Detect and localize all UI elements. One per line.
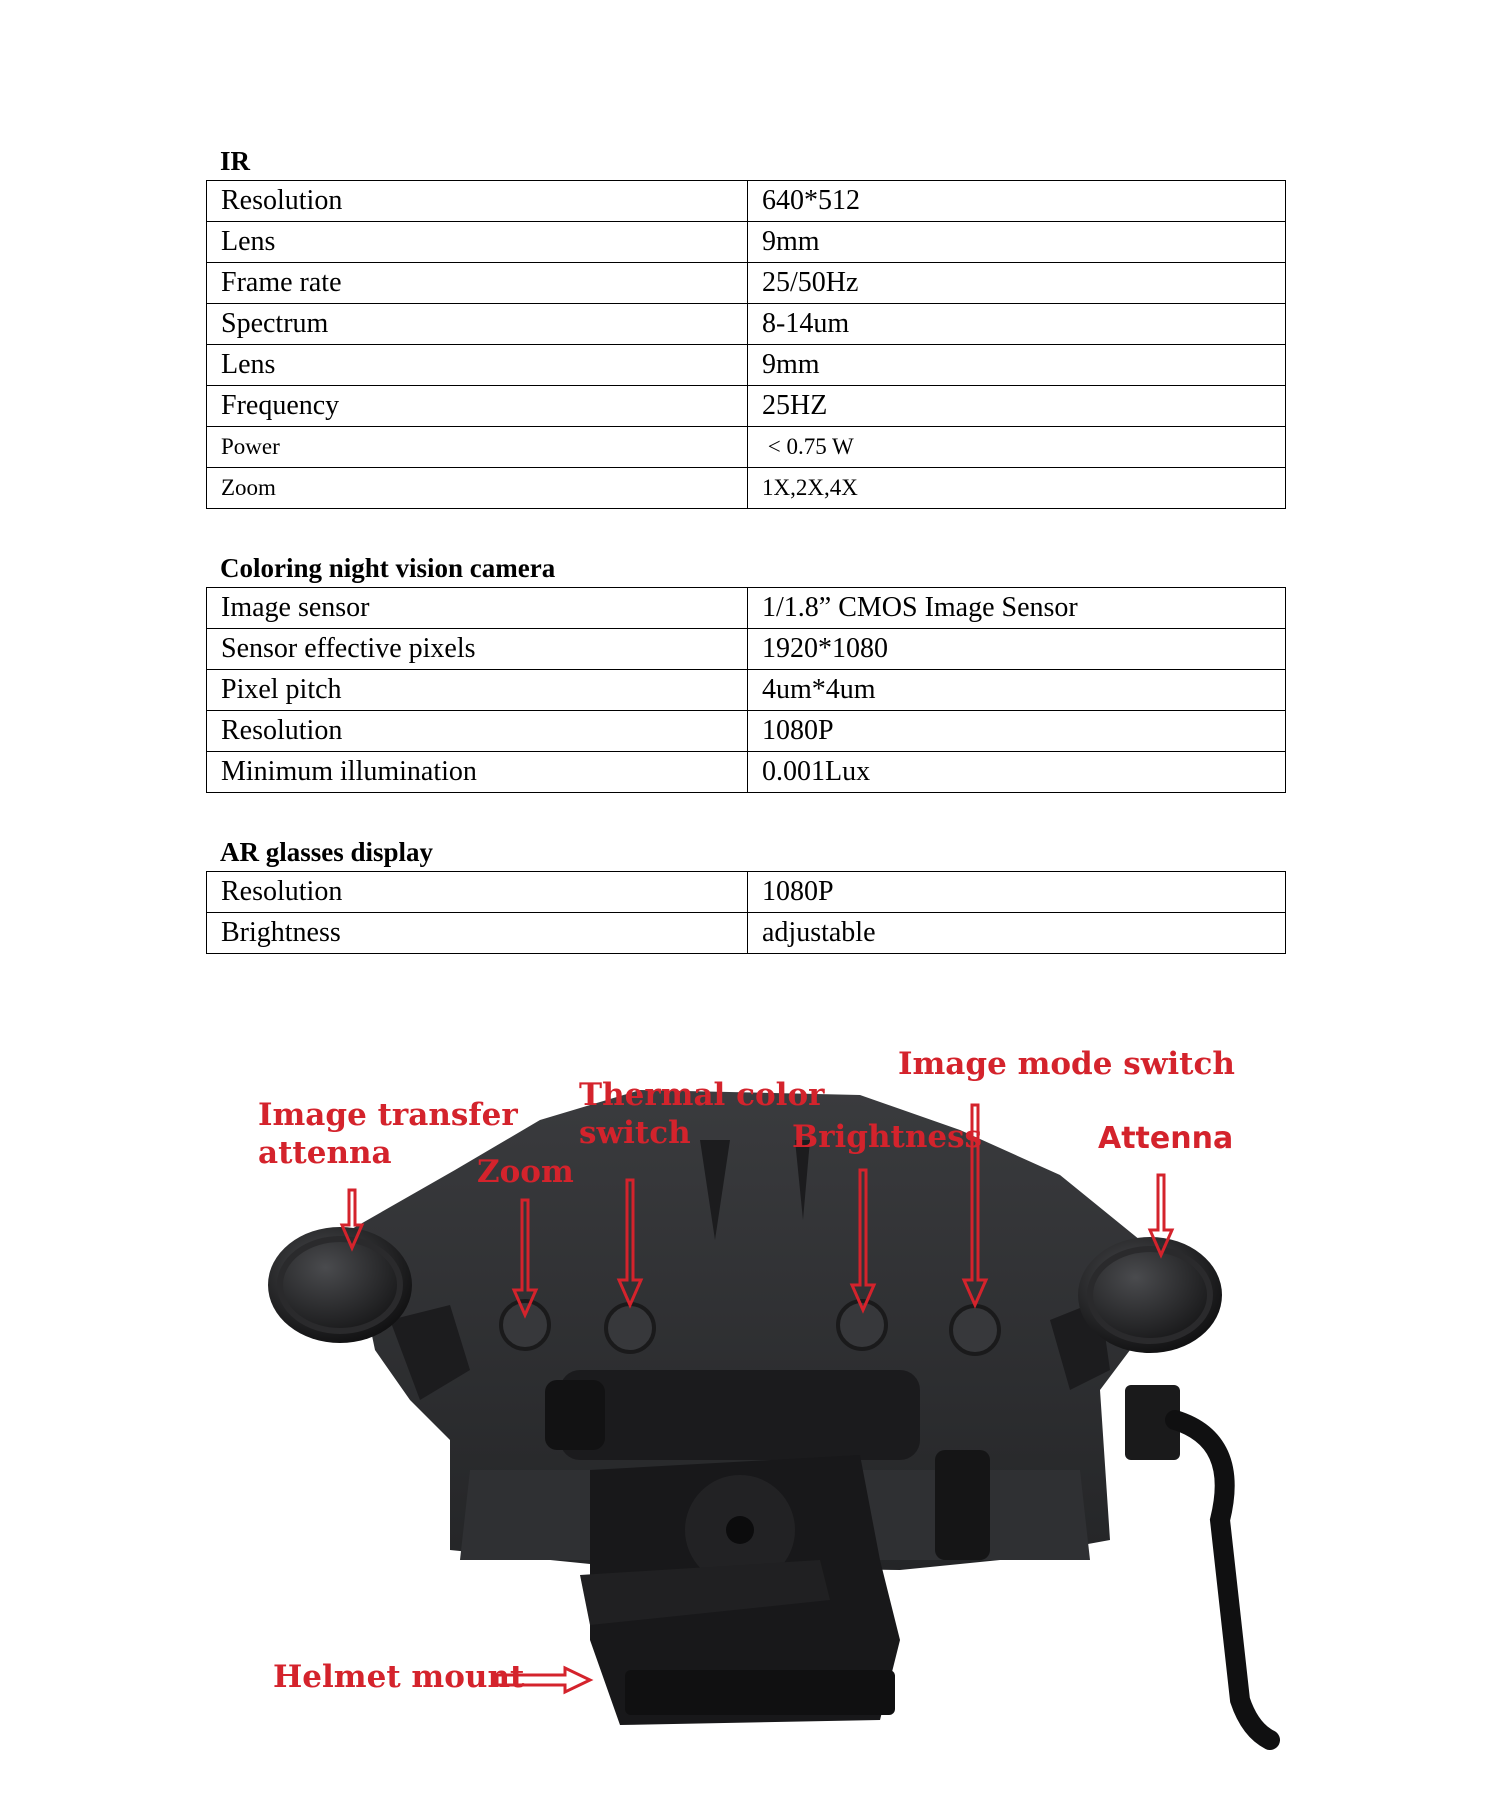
spec-key: Lens bbox=[207, 345, 748, 386]
spec-key: Minimum illumination bbox=[207, 752, 748, 793]
spec-key: Brightness bbox=[207, 913, 748, 954]
spec-value: 1920*1080 bbox=[748, 629, 1286, 670]
table-row bbox=[207, 345, 1286, 386]
spec-key: Lens bbox=[207, 222, 748, 263]
night-vision-spec-table bbox=[206, 587, 1286, 793]
spec-key: Resolution bbox=[207, 181, 748, 222]
spec-value: 1X,2X,4X bbox=[748, 468, 1286, 509]
brightness-label: Brightness bbox=[792, 1119, 983, 1155]
spec-value: 9mm bbox=[748, 222, 1286, 263]
spec-key: Power bbox=[207, 427, 748, 468]
thermal-switch-shape bbox=[606, 1304, 654, 1352]
table-row bbox=[207, 468, 1286, 509]
thermal-color-switch-label-line2: switch bbox=[579, 1115, 691, 1151]
table-row bbox=[207, 872, 1286, 913]
spec-value: 0.001Lux bbox=[748, 752, 1286, 793]
spec-value: 8-14um bbox=[748, 304, 1286, 345]
image-mode-switch-label: Image mode switch bbox=[898, 1046, 1235, 1082]
spec-key: Zoom bbox=[207, 468, 748, 509]
spec-value: 25/50Hz bbox=[748, 263, 1286, 304]
spec-value: 640*512 bbox=[748, 181, 1286, 222]
table-row bbox=[207, 629, 1286, 670]
table-row bbox=[207, 711, 1286, 752]
spec-key: Frequency bbox=[207, 386, 748, 427]
spec-value: 1080P bbox=[748, 872, 1286, 913]
table-row bbox=[207, 752, 1286, 793]
image-mode-button-shape bbox=[951, 1306, 999, 1354]
spec-value: adjustable bbox=[748, 913, 1286, 954]
zoom-label: Zoom bbox=[477, 1154, 574, 1190]
table-row bbox=[207, 588, 1286, 629]
spec-key: Resolution bbox=[207, 711, 748, 752]
spec-key: Pixel pitch bbox=[207, 670, 748, 711]
spec-key: Frame rate bbox=[207, 263, 748, 304]
table-row bbox=[207, 222, 1286, 263]
spec-value: 1080P bbox=[748, 711, 1286, 752]
zoom-button-shape bbox=[501, 1301, 549, 1349]
table-row bbox=[207, 181, 1286, 222]
table-row bbox=[207, 913, 1286, 954]
table-row bbox=[207, 386, 1286, 427]
spec-value: < 0.75 W bbox=[748, 427, 1286, 468]
ar-spec-table bbox=[206, 871, 1286, 954]
spec-key: Image sensor bbox=[207, 588, 748, 629]
image-transfer-antenna-label-line2: attenna bbox=[258, 1135, 392, 1171]
ir-spec-table bbox=[206, 180, 1286, 509]
attenna-label: Attenna bbox=[1098, 1121, 1234, 1156]
spec-value: 4um*4um bbox=[748, 670, 1286, 711]
spec-value: 25HZ bbox=[748, 386, 1286, 427]
spec-value: 1/1.8” CMOS Image Sensor bbox=[748, 588, 1286, 629]
table-row bbox=[207, 263, 1286, 304]
table-row bbox=[207, 427, 1286, 468]
spec-key: Spectrum bbox=[207, 304, 748, 345]
ar-section-title: AR glasses display bbox=[220, 837, 434, 867]
ir-section-title: IR bbox=[220, 146, 251, 176]
spec-key: Resolution bbox=[207, 872, 748, 913]
table-row bbox=[207, 670, 1286, 711]
spec-value: 9mm bbox=[748, 345, 1286, 386]
helmet-mount-label: Helmet mount bbox=[273, 1659, 525, 1695]
image-transfer-antenna-label: Image transfer bbox=[258, 1097, 518, 1133]
spec-key: Sensor effective pixels bbox=[207, 629, 748, 670]
night-vision-section-title: Coloring night vision camera bbox=[220, 553, 556, 583]
table-row bbox=[207, 304, 1286, 345]
thermal-color-switch-label: Thermal color bbox=[579, 1077, 825, 1113]
